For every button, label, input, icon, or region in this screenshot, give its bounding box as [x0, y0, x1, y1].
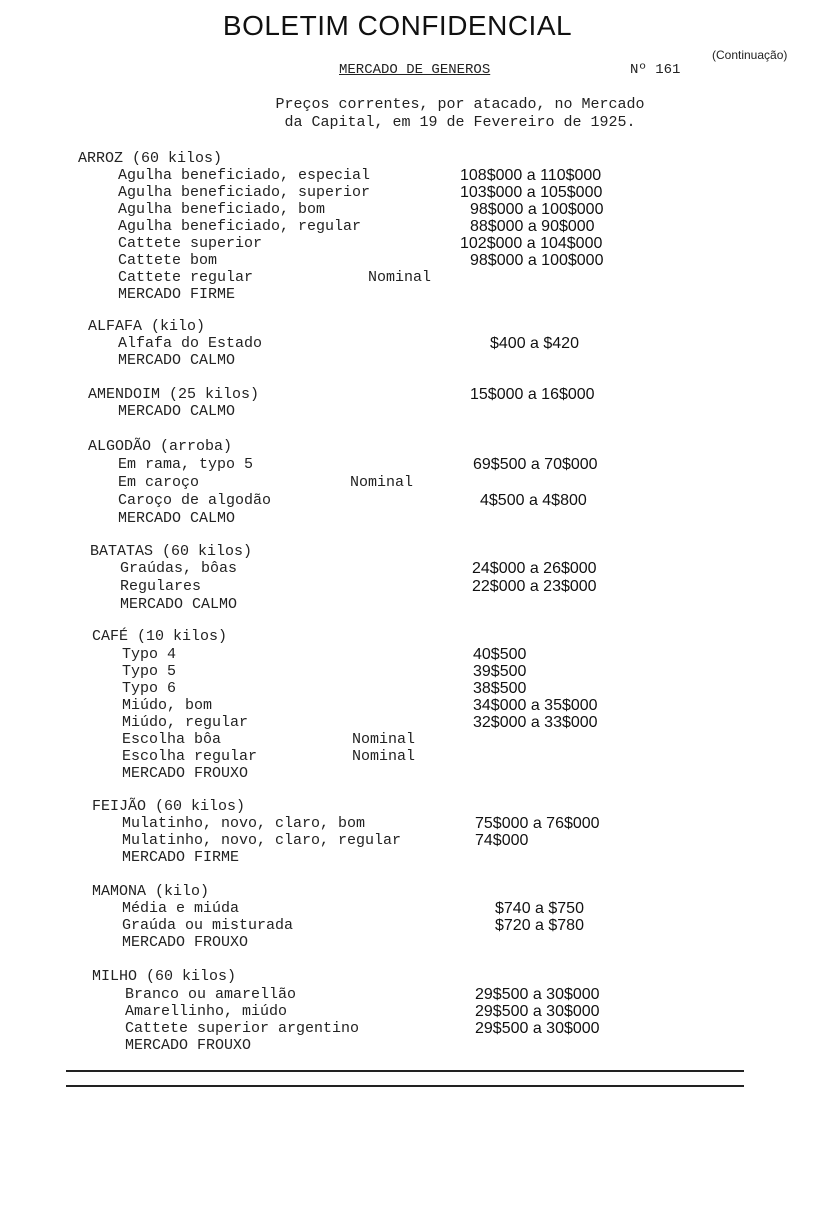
nominal-note: Nominal: [352, 731, 416, 748]
continuation-note: (Continuação): [712, 48, 788, 62]
nominal-note: Nominal: [350, 474, 414, 491]
milho-heading: MILHO (60 kilos): [92, 968, 237, 985]
nominal-note: Nominal: [352, 748, 416, 765]
list-item-name: Mulatinho, novo, claro, regular: [122, 832, 402, 849]
list-item-name: Escolha bôa: [122, 731, 222, 748]
batatas-heading: BATATAS (60 kilos): [90, 543, 253, 560]
arroz-heading: ARROZ (60 kilos): [78, 150, 223, 167]
market-status: MERCADO FROUXO: [125, 1037, 252, 1054]
market-status: MERCADO FROUXO: [122, 934, 249, 951]
market-status: MERCADO FIRME: [118, 286, 236, 303]
list-item-price: $740 a $750: [495, 900, 584, 917]
market-status: MERCADO CALMO: [118, 510, 236, 527]
list-item-name: Miúdo, bom: [122, 697, 213, 714]
list-item-name: Média e miúda: [122, 900, 240, 917]
list-item-price: 15$000 a 16$000: [470, 386, 595, 403]
document-title: BOLETIM CONFIDENCIAL: [222, 10, 573, 41]
list-item-name: Mulatinho, novo, claro, bom: [122, 815, 366, 832]
section-subtitle: MERCADO DE GENEROS: [339, 62, 491, 78]
list-item-name: Typo 4: [122, 646, 177, 663]
divider-top: [66, 1070, 744, 1072]
intro-text: [240, 96, 680, 132]
list-item-price: 69$500 a 70$000: [473, 456, 598, 473]
list-item-name: Caroço de algodão: [118, 492, 272, 509]
list-item-price: 98$000 a 100$000: [470, 252, 604, 269]
market-status: MERCADO FROUXO: [122, 765, 249, 782]
list-item-name: Em rama, typo 5: [118, 456, 254, 473]
list-item-name: Cattete regular: [118, 269, 254, 286]
list-item-price: 4$500 a 4$800: [480, 492, 587, 509]
intro-line-1: Preços correntes, por atacado, no Mercado: [275, 96, 645, 113]
list-item-price: $720 a $780: [495, 917, 584, 934]
list-item-price: 22$000 a 23$000: [472, 578, 597, 595]
list-item-price: 34$000 a 35$000: [473, 697, 598, 714]
list-item-price: 29$500 a 30$000: [475, 1020, 600, 1037]
list-item-name: Agulha beneficiado, superior: [118, 184, 371, 201]
market-status: MERCADO CALMO: [118, 403, 236, 420]
list-item-name: Branco ou amarellão: [125, 986, 297, 1003]
list-item-name: Alfafa do Estado: [118, 335, 263, 352]
alfafa-heading: ALFAFA (kilo): [88, 318, 206, 335]
market-status: MERCADO CALMO: [120, 596, 238, 613]
list-item-name: Cattete superior: [118, 235, 263, 252]
list-item-price: 29$500 a 30$000: [475, 1003, 600, 1020]
list-item-price: 98$000 a 100$000: [470, 201, 604, 218]
nominal-note: Nominal: [368, 269, 432, 286]
list-item-price: 102$000 a 104$000: [460, 235, 603, 252]
list-item-price: 108$000 a 110$000: [460, 167, 602, 184]
intro-line-2: da Capital, em 19 de Fevereiro de 1925.: [284, 114, 636, 131]
list-item-name: Em caroço: [118, 474, 200, 491]
cafe-heading: CAFÉ (10 kilos): [92, 628, 228, 645]
market-status: MERCADO CALMO: [118, 352, 236, 369]
list-item-name: Escolha regular: [122, 748, 258, 765]
list-item-name: Regulares: [120, 578, 202, 595]
divider-bottom: [66, 1085, 744, 1087]
bulletin-number: Nº 161: [630, 62, 681, 78]
list-item-price: 39$500: [473, 663, 527, 680]
list-item-price: 29$500 a 30$000: [475, 986, 600, 1003]
mamona-heading: MAMONA (kilo): [92, 883, 210, 900]
list-item-name: Agulha beneficiado, regular: [118, 218, 362, 235]
list-item-name: Graúdas, bôas: [120, 560, 238, 577]
list-item-name: Typo 6: [122, 680, 177, 697]
list-item-name: Cattete bom: [118, 252, 218, 269]
list-item-price: 103$000 a 105$000: [460, 184, 603, 201]
list-item-name: Miúdo, regular: [122, 714, 249, 731]
market-status: MERCADO FIRME: [122, 849, 240, 866]
list-item-price: $400 a $420: [490, 335, 579, 352]
list-item-name: Agulha beneficiado, especial: [118, 167, 371, 184]
list-item-name: Cattete superior argentino: [125, 1020, 360, 1037]
list-item-price: 24$000 a 26$000: [472, 560, 597, 577]
list-item-price: 32$000 a 33$000: [473, 714, 598, 731]
list-item-price: 40$500: [473, 646, 527, 663]
feijao-heading: FEIJÃO (60 kilos): [92, 798, 246, 815]
list-item-price: 75$000 a 76$000: [475, 815, 600, 832]
list-item-price: 88$000 a 90$000: [470, 218, 595, 235]
list-item-name: Agulha beneficiado, bom: [118, 201, 326, 218]
list-item-name: Amarellinho, miúdo: [125, 1003, 288, 1020]
list-item-price: 38$500: [473, 680, 527, 697]
list-item-name: Graúda ou misturada: [122, 917, 294, 934]
amendoim-heading: AMENDOIM (25 kilos): [88, 386, 260, 403]
algodao-heading: ALGODÃO (arroba): [88, 438, 233, 455]
list-item-price: 74$000: [475, 832, 529, 849]
list-item-name: Typo 5: [122, 663, 177, 680]
